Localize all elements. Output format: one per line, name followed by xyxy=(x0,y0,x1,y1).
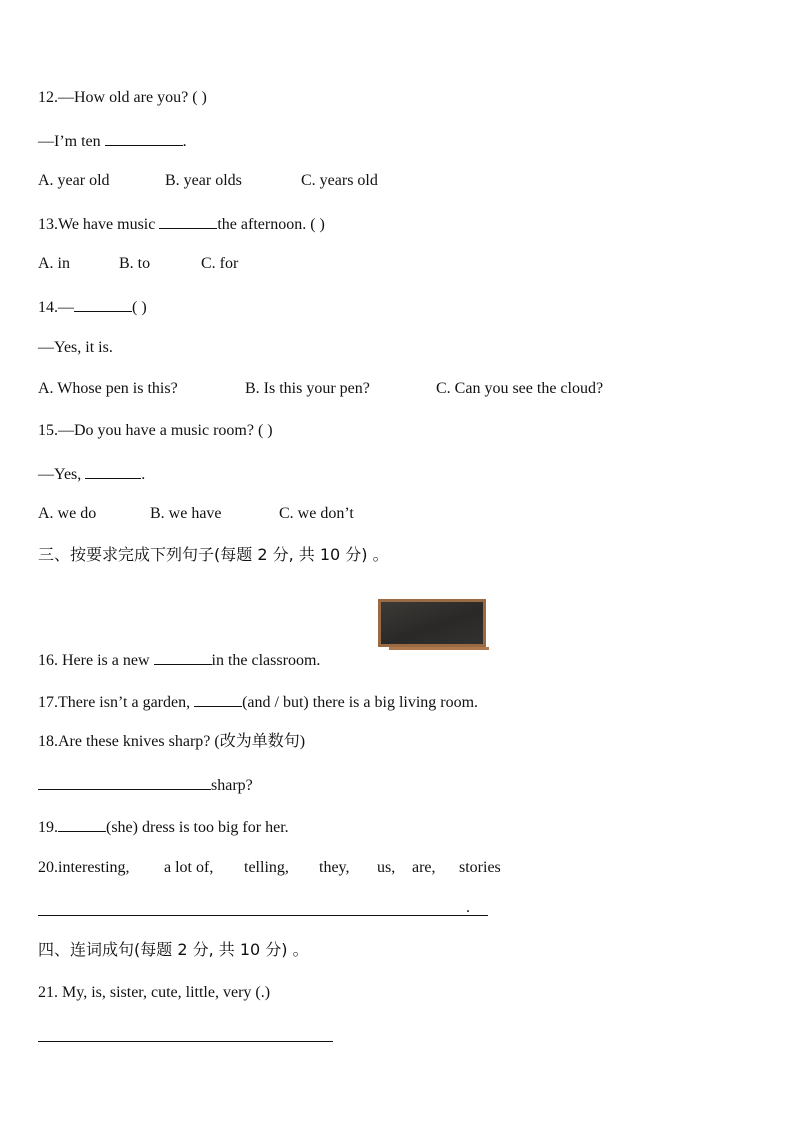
q16-prompt xyxy=(38,649,320,671)
q15-answer-end: . xyxy=(141,466,146,483)
q14-answer: —Yes, it is. xyxy=(38,339,113,356)
q16-blank[interactable] xyxy=(154,649,212,665)
q14-prompt xyxy=(38,296,147,318)
q12-blank[interactable] xyxy=(105,130,183,146)
q13-prompt xyxy=(38,213,325,235)
section-4-title: 四、连词成句(每题 2 分, 共 10 分) 。 xyxy=(38,940,309,959)
q20-word: stories xyxy=(459,859,501,876)
q15-answer-text: —Yes, xyxy=(38,466,86,483)
q20-word: are, xyxy=(412,859,436,876)
q14-blank[interactable] xyxy=(74,296,132,312)
q12-prompt: 12.—How old are you? ( ) xyxy=(38,89,207,106)
q15-answer xyxy=(38,463,145,485)
q20-word: interesting, xyxy=(58,859,130,876)
q12-option-b[interactable]: B. year olds xyxy=(165,172,242,189)
q14-text-end: ( ) xyxy=(132,299,147,316)
q13-options xyxy=(38,254,238,274)
q15-blank[interactable] xyxy=(85,463,141,479)
q19-prompt xyxy=(38,816,289,838)
q13-option-b[interactable]: B. to xyxy=(119,255,151,272)
q12-answer-end: . xyxy=(182,133,187,150)
q20-words xyxy=(38,858,501,878)
q19-text-end: (she) dress is too big for her. xyxy=(106,819,289,836)
q15-option-a[interactable]: A. we do xyxy=(38,505,97,522)
q19-blank[interactable] xyxy=(58,816,106,832)
q13-option-c[interactable]: C. for xyxy=(201,255,239,272)
q14-option-b[interactable]: B. Is this your pen? xyxy=(245,380,370,397)
q18-text-end: sharp? xyxy=(211,777,253,794)
q12-options xyxy=(38,171,378,191)
q18-blank[interactable] xyxy=(38,774,211,790)
q14-text-start: 14.— xyxy=(38,299,74,316)
q12-answer-text: —I’m ten xyxy=(38,133,105,150)
q15-option-b[interactable]: B. we have xyxy=(150,505,222,522)
q20-word: they, xyxy=(319,859,350,876)
q19-text-start: 19. xyxy=(38,819,58,836)
q20-period: . xyxy=(466,899,470,916)
q17-prompt xyxy=(38,691,478,713)
q15-prompt: 15.—Do you have a music room? ( ) xyxy=(38,422,273,439)
q17-blank[interactable] xyxy=(194,691,242,707)
q20-answer-line[interactable] xyxy=(38,915,488,916)
q12-option-a[interactable]: A. year old xyxy=(38,172,110,189)
q14-options xyxy=(38,379,603,399)
q16-text-end: in the classroom. xyxy=(211,652,321,669)
q12-answer xyxy=(38,130,187,152)
q20-word: a lot of, xyxy=(164,859,214,876)
q20-word: telling, xyxy=(244,859,289,876)
q13-blank[interactable] xyxy=(159,213,217,229)
q18-answer xyxy=(38,774,253,796)
q13-text-start: 13.We have music xyxy=(38,216,160,233)
q21-answer-line[interactable] xyxy=(38,1041,333,1042)
q20-word: us, xyxy=(377,859,396,876)
q13-text-end: the afternoon. ( ) xyxy=(217,216,325,233)
q14-option-c[interactable]: C. Can you see the cloud? xyxy=(436,380,604,397)
blackboard-image xyxy=(378,599,486,647)
q15-option-c[interactable]: C. we don’t xyxy=(279,505,354,522)
q12-option-c[interactable]: C. years old xyxy=(301,172,378,189)
q14-option-a[interactable]: A. Whose pen is this? xyxy=(38,380,178,397)
section-3-title: 三、按要求完成下列句子(每题 2 分, 共 10 分) 。 xyxy=(38,545,389,564)
q17-text-start: 17.There isn’t a garden, xyxy=(38,694,195,711)
q16-text-start: 16. Here is a new xyxy=(38,652,154,669)
q15-options xyxy=(38,504,354,524)
q20-number: 20. xyxy=(38,859,58,876)
q21-prompt: 21. My, is, sister, cute, little, very (.) xyxy=(38,984,271,1001)
q18-prompt: 18.Are these knives sharp? (改为单数句) xyxy=(38,733,306,750)
q13-option-a[interactable]: A. in xyxy=(38,255,70,272)
q17-text-end: (and / but) there is a big living room. xyxy=(242,694,479,711)
